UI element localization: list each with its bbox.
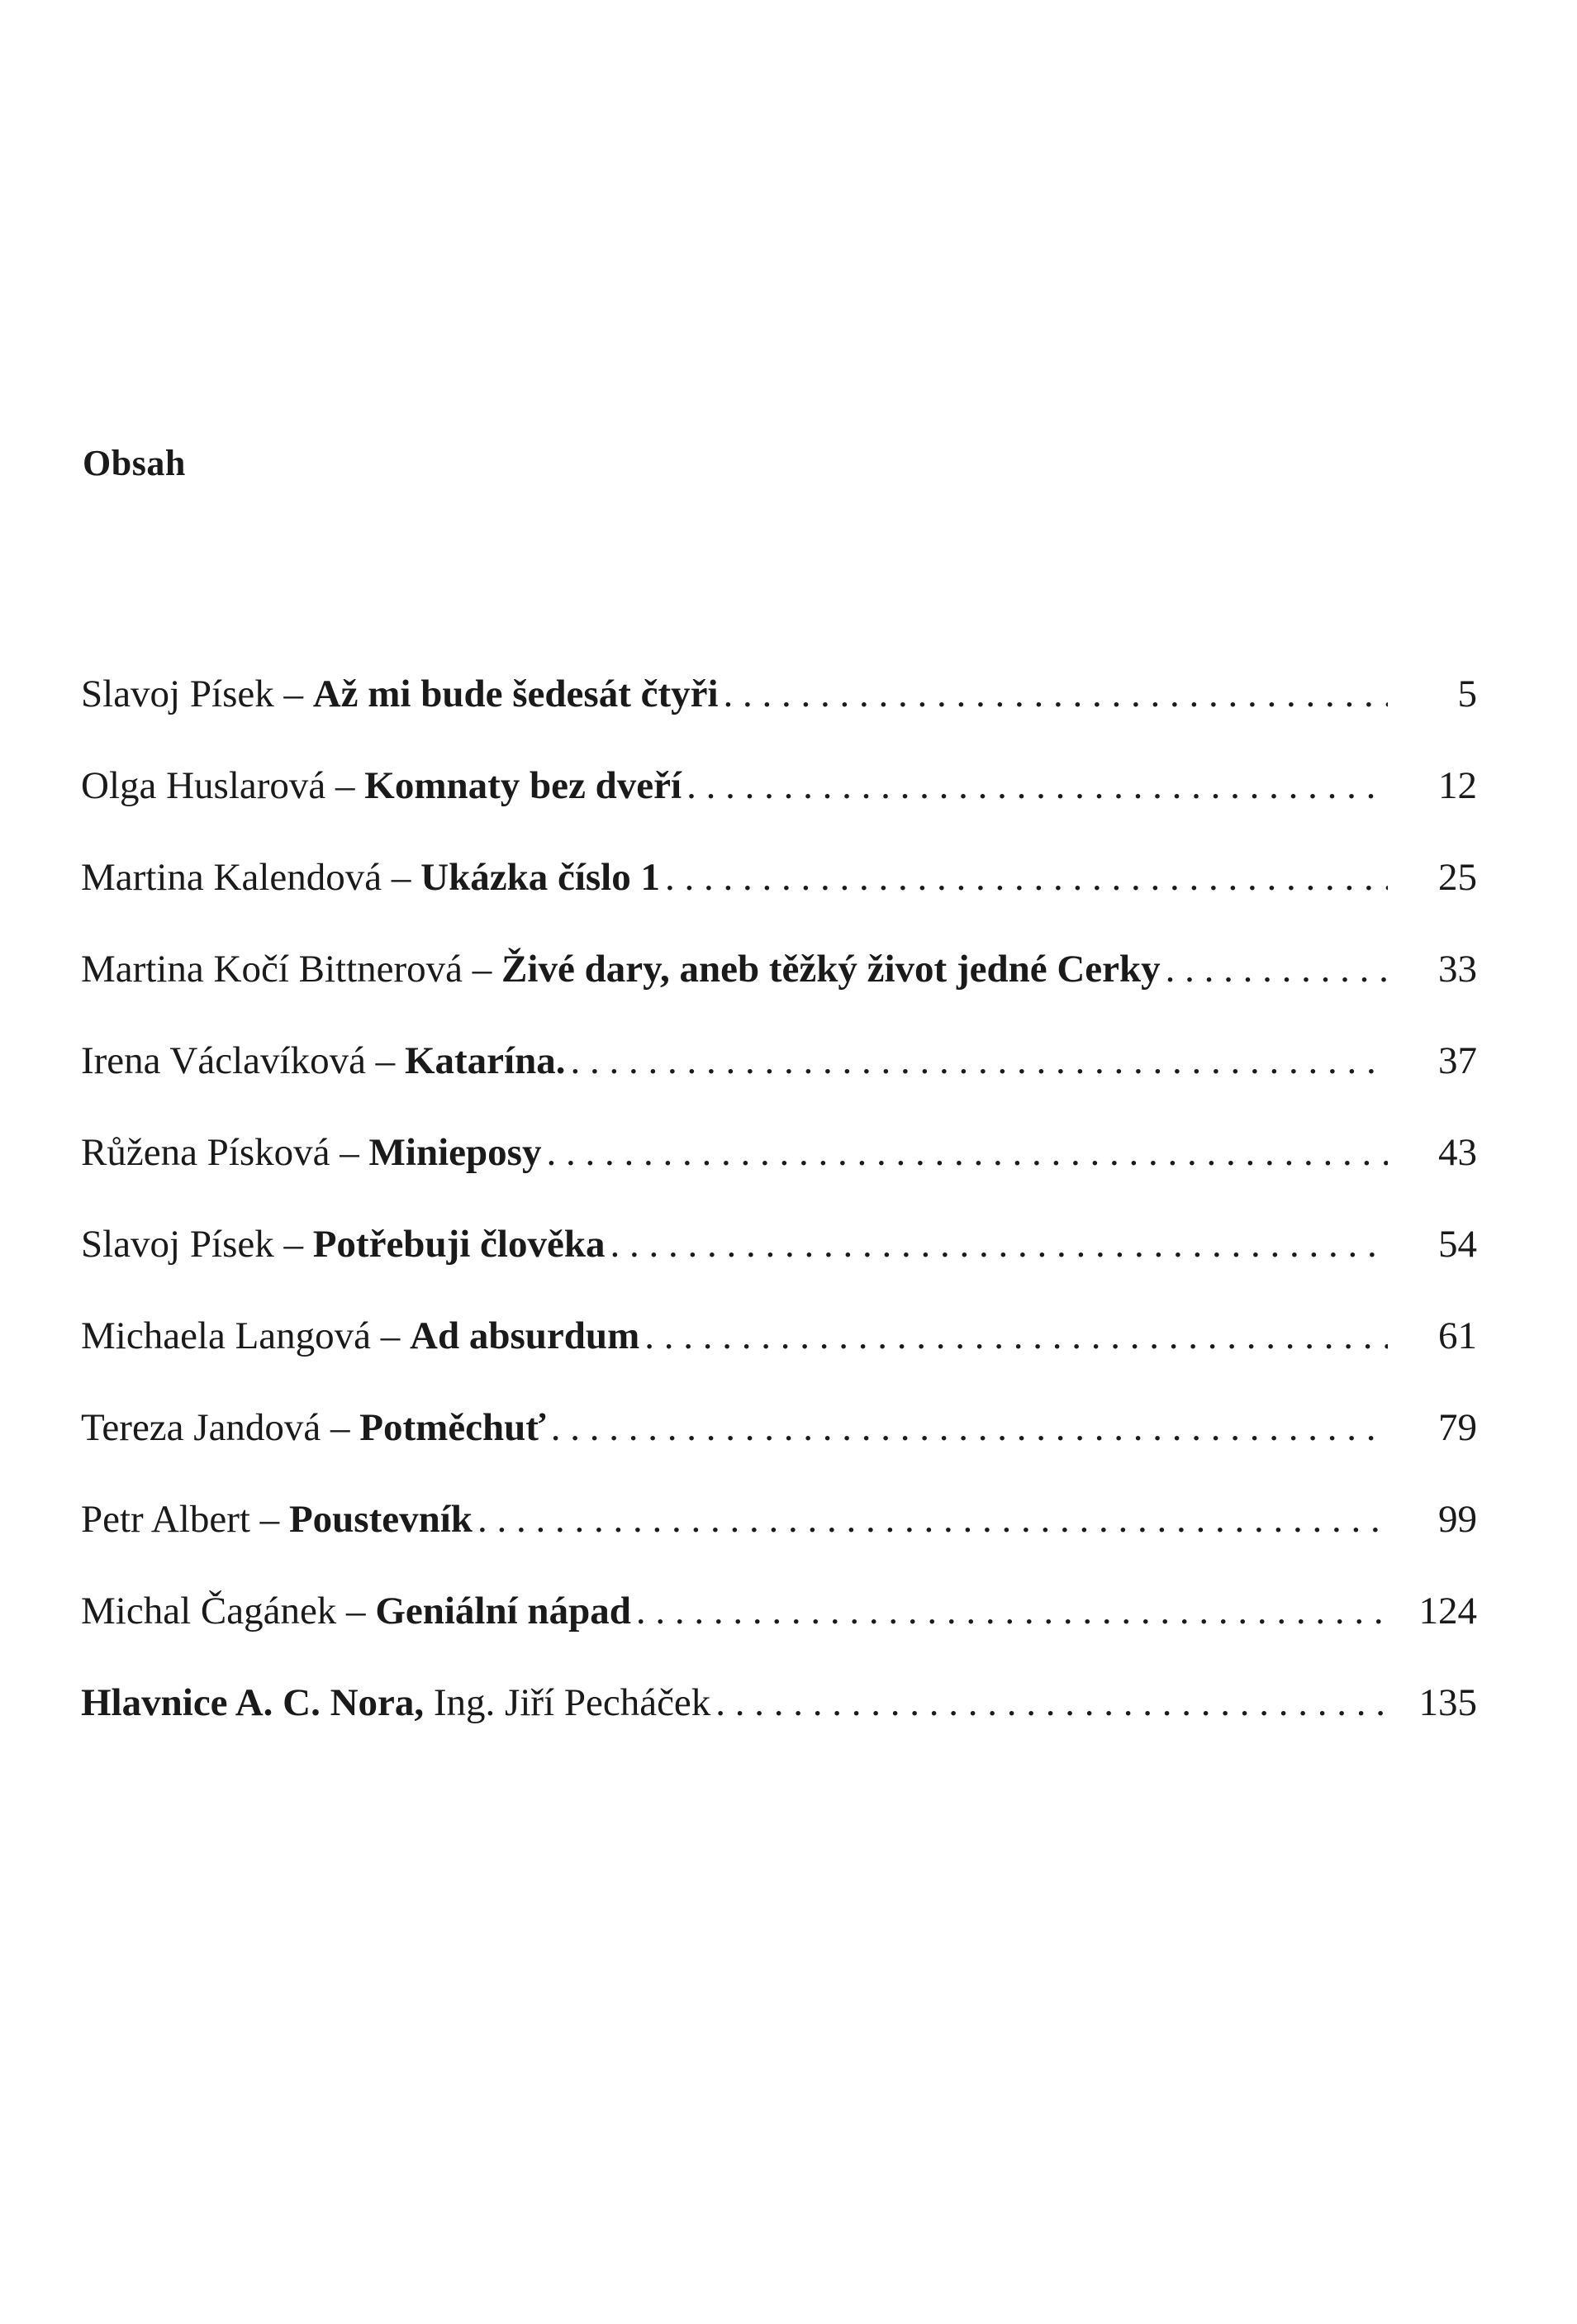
dot-leader — [610, 1219, 1388, 1269]
dot-leader — [570, 1036, 1388, 1086]
entry-author: Tereza Jandová – — [81, 1406, 360, 1449]
entry-title: Katarína. — [404, 1039, 566, 1082]
entry-author: Martina Kočí Bittnerová – — [81, 948, 502, 991]
toc-entry — [81, 944, 1477, 1036]
entry-author: Růžena Písková – — [81, 1131, 369, 1174]
entry-text — [81, 853, 660, 902]
entry-text — [81, 1678, 710, 1728]
dot-leader — [665, 853, 1388, 902]
entry-title: Potřebuji člověka — [312, 1223, 606, 1266]
toc-entry — [81, 1403, 1477, 1495]
toc-entry — [81, 1586, 1477, 1678]
entry-title: Potměchuť — [359, 1406, 546, 1449]
toc-entry — [81, 1036, 1477, 1128]
entry-title: Živé dary, aneb těžký život jedné Cerky — [501, 948, 1161, 991]
dot-leader — [551, 1403, 1388, 1452]
toc-entry — [81, 761, 1477, 853]
entry-author: Michal Čagánek – — [81, 1590, 376, 1633]
entry-text — [81, 761, 682, 810]
toc-entry — [81, 1128, 1477, 1219]
entry-title: Minieposy — [368, 1131, 542, 1174]
entry-text — [81, 944, 1161, 994]
entry-author: Slavoj Písek – — [81, 1223, 313, 1266]
entry-title: Až mi bude šedesát čtyři — [312, 672, 719, 715]
dot-leader — [1166, 944, 1388, 994]
dot-leader — [724, 669, 1388, 719]
dot-leader — [686, 761, 1388, 810]
entry-title: Ukázka číslo 1 — [420, 856, 660, 899]
entry-author: Slavoj Písek – — [81, 672, 313, 715]
entry-page-number: 33 — [1438, 948, 1477, 991]
entry-page-number: 5 — [1457, 672, 1477, 715]
entry-title: Hlavnice A. C. Nora, — [81, 1681, 425, 1724]
entry-text — [81, 669, 719, 719]
toc-entry — [81, 1311, 1477, 1403]
entry-page-number: 99 — [1438, 1498, 1477, 1541]
entry-page-number: 135 — [1418, 1681, 1477, 1724]
entry-page-number: 43 — [1438, 1131, 1477, 1174]
entry-page-number: 124 — [1418, 1590, 1477, 1633]
page-heading: Obsah — [83, 443, 186, 483]
entry-text — [81, 1495, 473, 1544]
toc-entry — [81, 1678, 1477, 1770]
table-of-contents — [81, 669, 1477, 1770]
entry-text — [81, 1311, 639, 1361]
entry-page-number: 25 — [1438, 856, 1477, 899]
toc-entry — [81, 853, 1477, 944]
entry-text — [81, 1403, 546, 1452]
entry-text — [81, 1128, 541, 1177]
entry-author: Ing. Jiří Pecháček — [424, 1681, 711, 1724]
entry-title: Geniální nápad — [375, 1590, 631, 1633]
entry-text — [81, 1219, 605, 1269]
dot-leader — [546, 1128, 1388, 1177]
entry-page-number: 61 — [1438, 1314, 1477, 1357]
entry-text — [81, 1036, 565, 1086]
toc-entry — [81, 669, 1477, 761]
entry-page-number: 12 — [1438, 764, 1477, 807]
dot-leader — [715, 1678, 1388, 1728]
toc-entry — [81, 1495, 1477, 1586]
entry-page-number: 37 — [1438, 1039, 1477, 1082]
entry-author: Irena Václavíková – — [81, 1039, 405, 1082]
entry-page-number: 79 — [1438, 1406, 1477, 1449]
entry-page-number: 54 — [1438, 1223, 1477, 1266]
entry-text — [81, 1586, 631, 1636]
entry-title: Poustevník — [288, 1498, 473, 1541]
entry-author: Olga Huslarová – — [81, 764, 365, 807]
entry-title: Komnaty bez dveří — [364, 764, 682, 807]
entry-author: Michaela Langová – — [81, 1314, 411, 1357]
entry-author: Martina Kalendová – — [81, 856, 421, 899]
dot-leader — [636, 1586, 1388, 1636]
entry-title: Ad absurdum — [410, 1314, 640, 1357]
dot-leader — [477, 1495, 1388, 1544]
entry-author: Petr Albert – — [81, 1498, 289, 1541]
dot-leader — [644, 1311, 1388, 1361]
toc-entry — [81, 1219, 1477, 1311]
